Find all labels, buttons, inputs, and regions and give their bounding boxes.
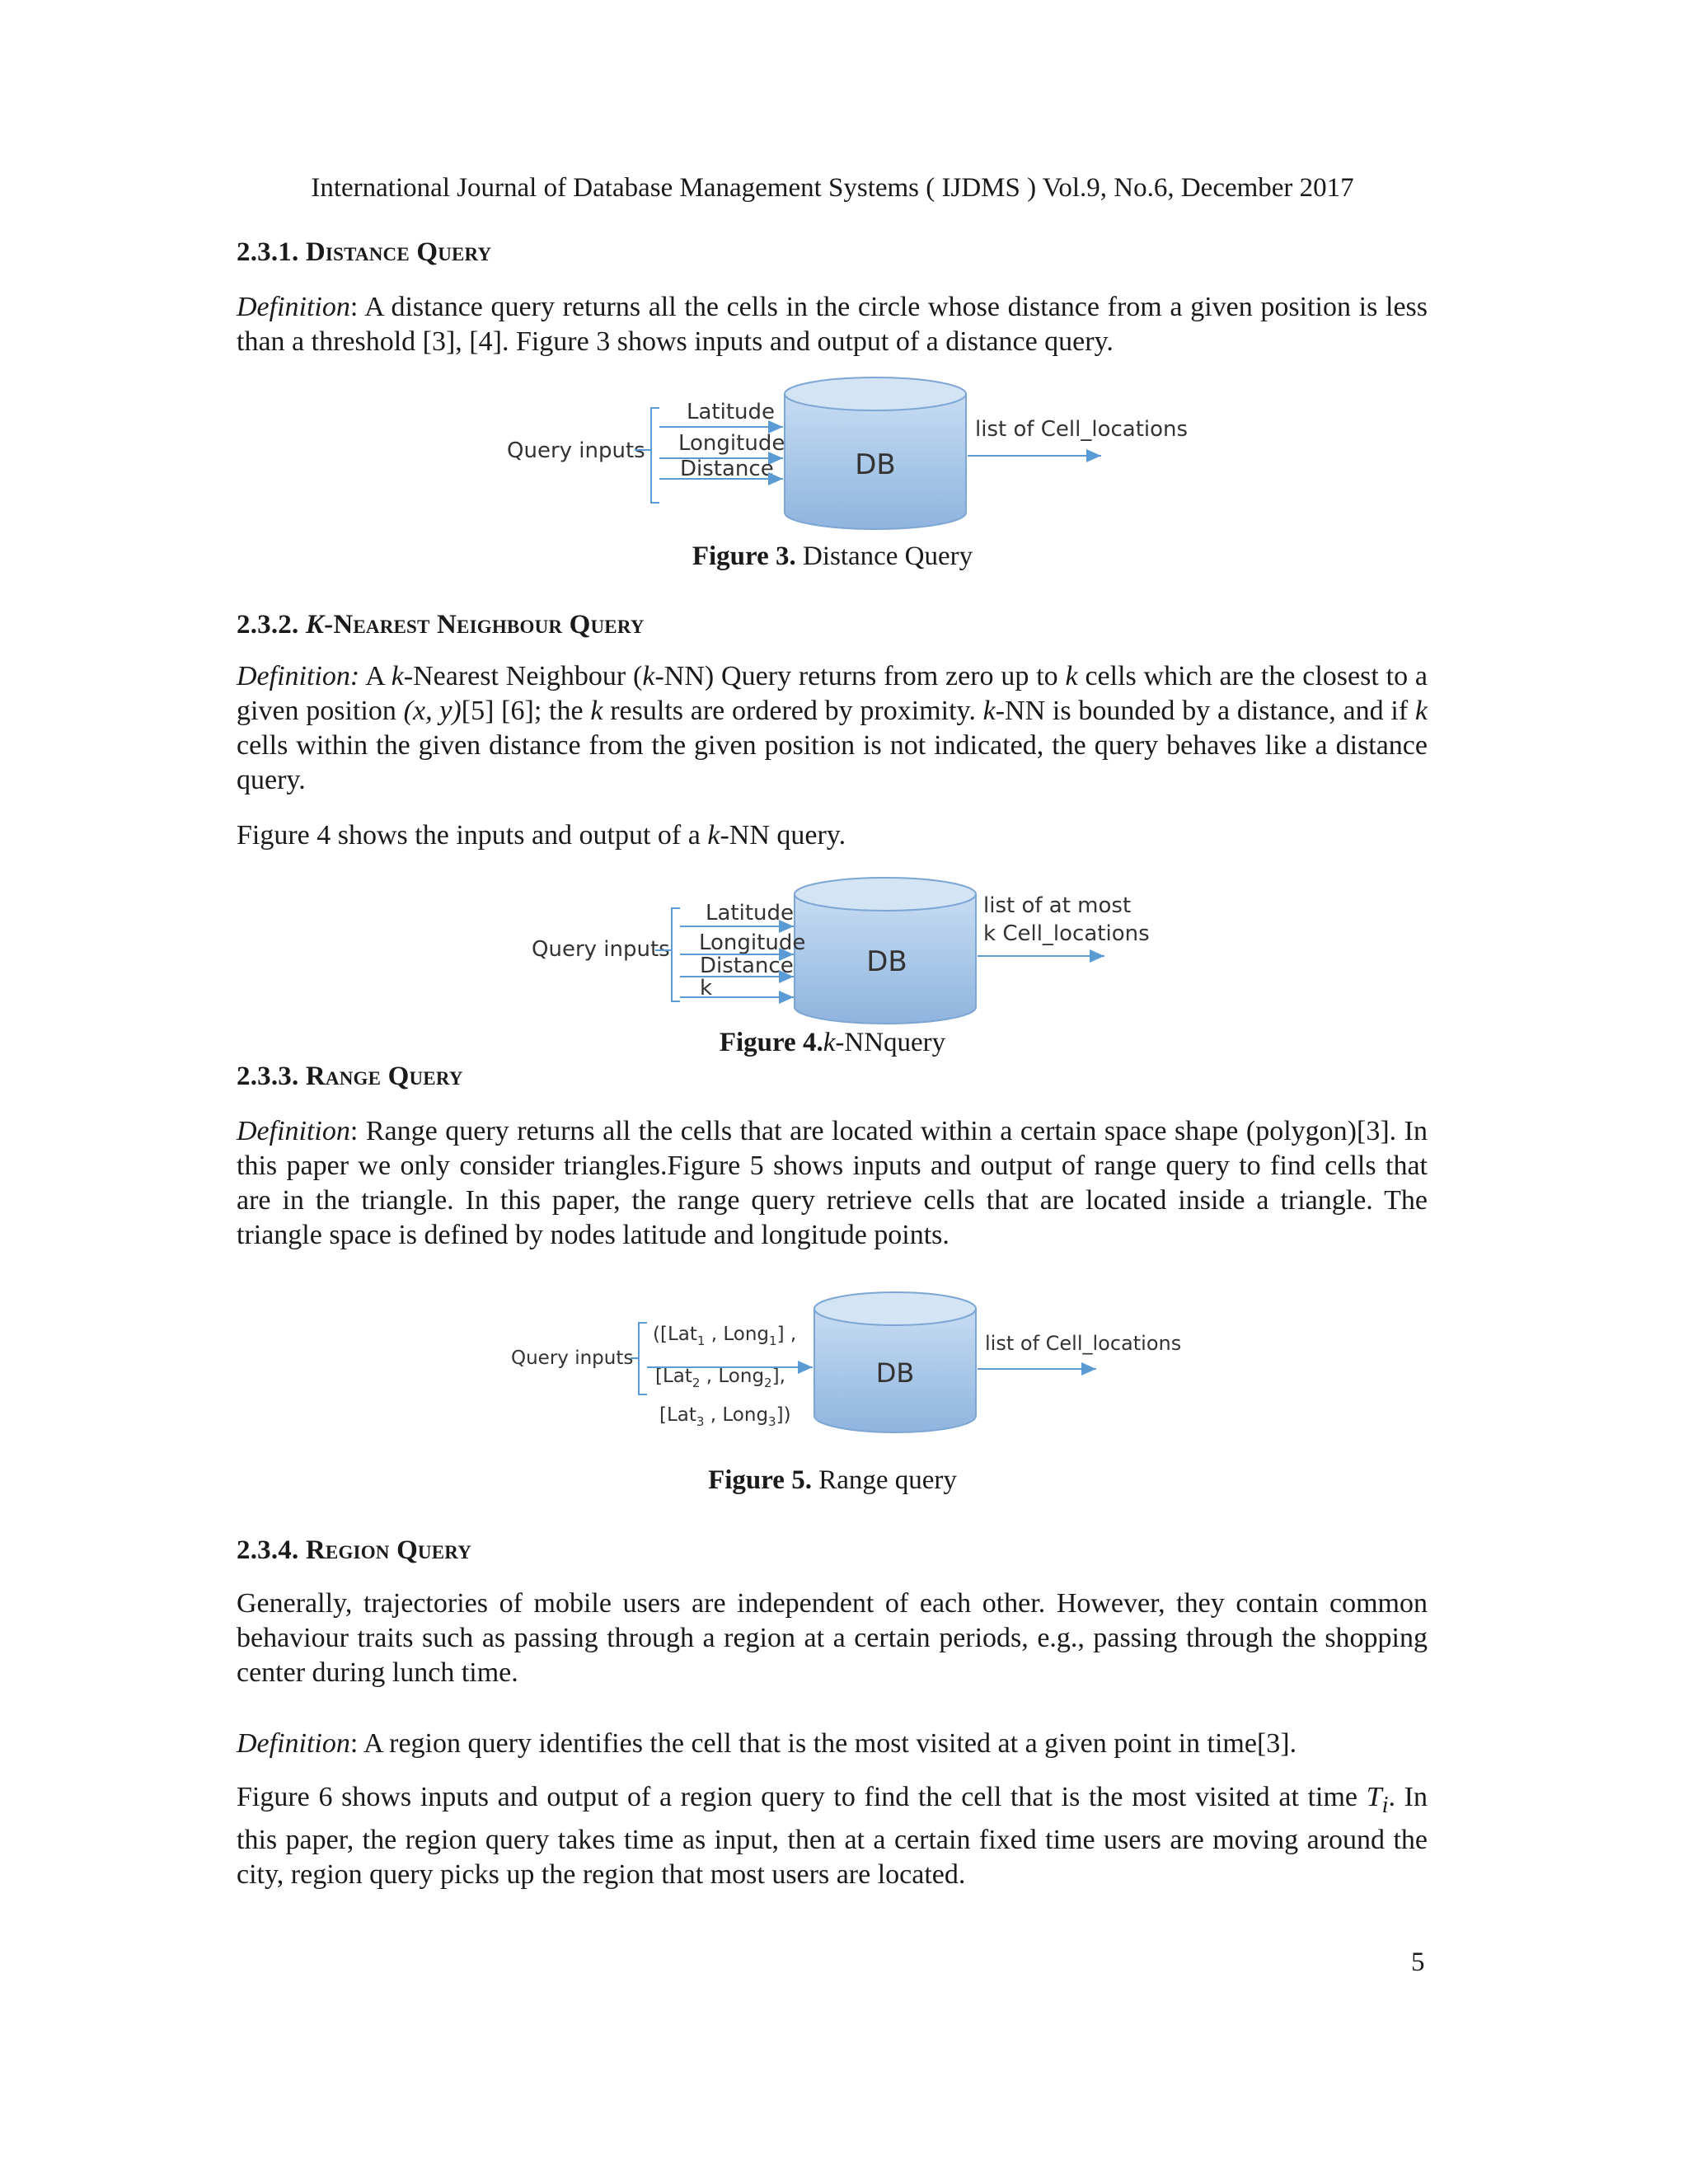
input-k: k [700, 976, 713, 1001]
running-header: International Journal of Database Management Systems ( IJDMS ) Vol.9, No.6, December 2017 [311, 173, 1354, 203]
knn-figure-intro: Figure 4 shows the inputs and output of a k-NN query. [237, 820, 846, 851]
input-point-3: [Lat$_3$ , Long$_3$]) [659, 1404, 791, 1429]
section-heading-range-query: 2.3.3. Range Query [237, 1062, 463, 1091]
figure-5-caption: Figure 5. Range query [708, 1465, 957, 1495]
definition-text: : A distance query returns all the cells in the circle whose distance from a given position is less than a threshold [3], [4]. Figure 3 shows inputs and output of a distance query. [237, 292, 1428, 357]
region-query-definition: Definition: A region query identifies the cell that is the most visited at a given point in time[3]. [237, 1728, 1297, 1759]
input-longitude: Longitude [678, 431, 785, 456]
input-brace [639, 1323, 647, 1394]
region-query-figure-description: Figure 6 shows inputs and output of a region query to find the cell that is the most visited at time $T_i$. In this paper, the region query takes time as input, then at a certain fixed time users are moving around the city, region query picks up the region that most users are located. [237, 1782, 1428, 1890]
output-label-line1: list of at most [983, 893, 1132, 918]
definition-label: Definition [237, 292, 350, 322]
input-longitude: Longitude [699, 930, 806, 955]
section-heading-distance-query: 2.3.1. Distance Query [237, 237, 492, 267]
input-latitude: Latitude [706, 901, 795, 926]
input-brace [672, 908, 680, 1001]
query-inputs-label: Query inputs [507, 438, 645, 463]
output-label-line2: k Cell_locations [983, 921, 1150, 946]
input-brace [651, 408, 659, 503]
figure-3-caption: Figure 3. Distance Query [692, 541, 973, 571]
page-number: 5 [1411, 1947, 1425, 1977]
section-heading-knn-query: 2.3.2. K-Nearest Neighbour Query [237, 610, 645, 640]
input-distance: Distance [700, 954, 794, 978]
input-latitude: Latitude [687, 400, 776, 424]
figure-4-caption: Figure 4.k-NNquery [719, 1028, 946, 1057]
range-query-definition: Definition: Range query returns all the cells that are located within a certain space shape (polygon)[3]. In this paper we only consider triangles.Figure 5 shows inputs and output of range query to find cells that are in the triangle. In this paper, the range query retrieve cells that are located inside a triangle. The triangle space is defined by nodes latitude and longitude points. [237, 1116, 1428, 1250]
knn-query-definition: Definition: A k-Nearest Neighbour (k-NN) Query returns from zero up to k cells which are the closest to a given position (x, y)[5] [6]; the k results are ordered by proximity. k-NN is bounded by a distance, and if k cells within the given distance from the given position is not indicated, the query behaves like a distance query. [237, 661, 1428, 795]
db-label: DB [855, 448, 896, 481]
input-point-2: [Lat$_2$ , Long$_2$], [655, 1366, 785, 1390]
section-heading-region-query: 2.3.4. Region Query [237, 1535, 472, 1565]
output-label: list of Cell_locations [975, 417, 1189, 442]
output-label: list of Cell_locations [985, 1332, 1182, 1355]
db-label: DB [875, 1357, 915, 1389]
query-inputs-label: Query inputs [532, 937, 670, 962]
region-query-intro: Generally, trajectories of mobile users are independent of each other. However, they contain common behaviour traits such as passing through a region at a certain periods, e.g., passing through the shopping center during lunch time. [237, 1588, 1428, 1688]
db-label: DB [866, 945, 907, 978]
query-inputs-label: Query inputs [511, 1347, 634, 1369]
input-point-1: ([Lat$_1$ , Long$_1$] , [653, 1324, 797, 1348]
input-distance: Distance [680, 457, 774, 481]
